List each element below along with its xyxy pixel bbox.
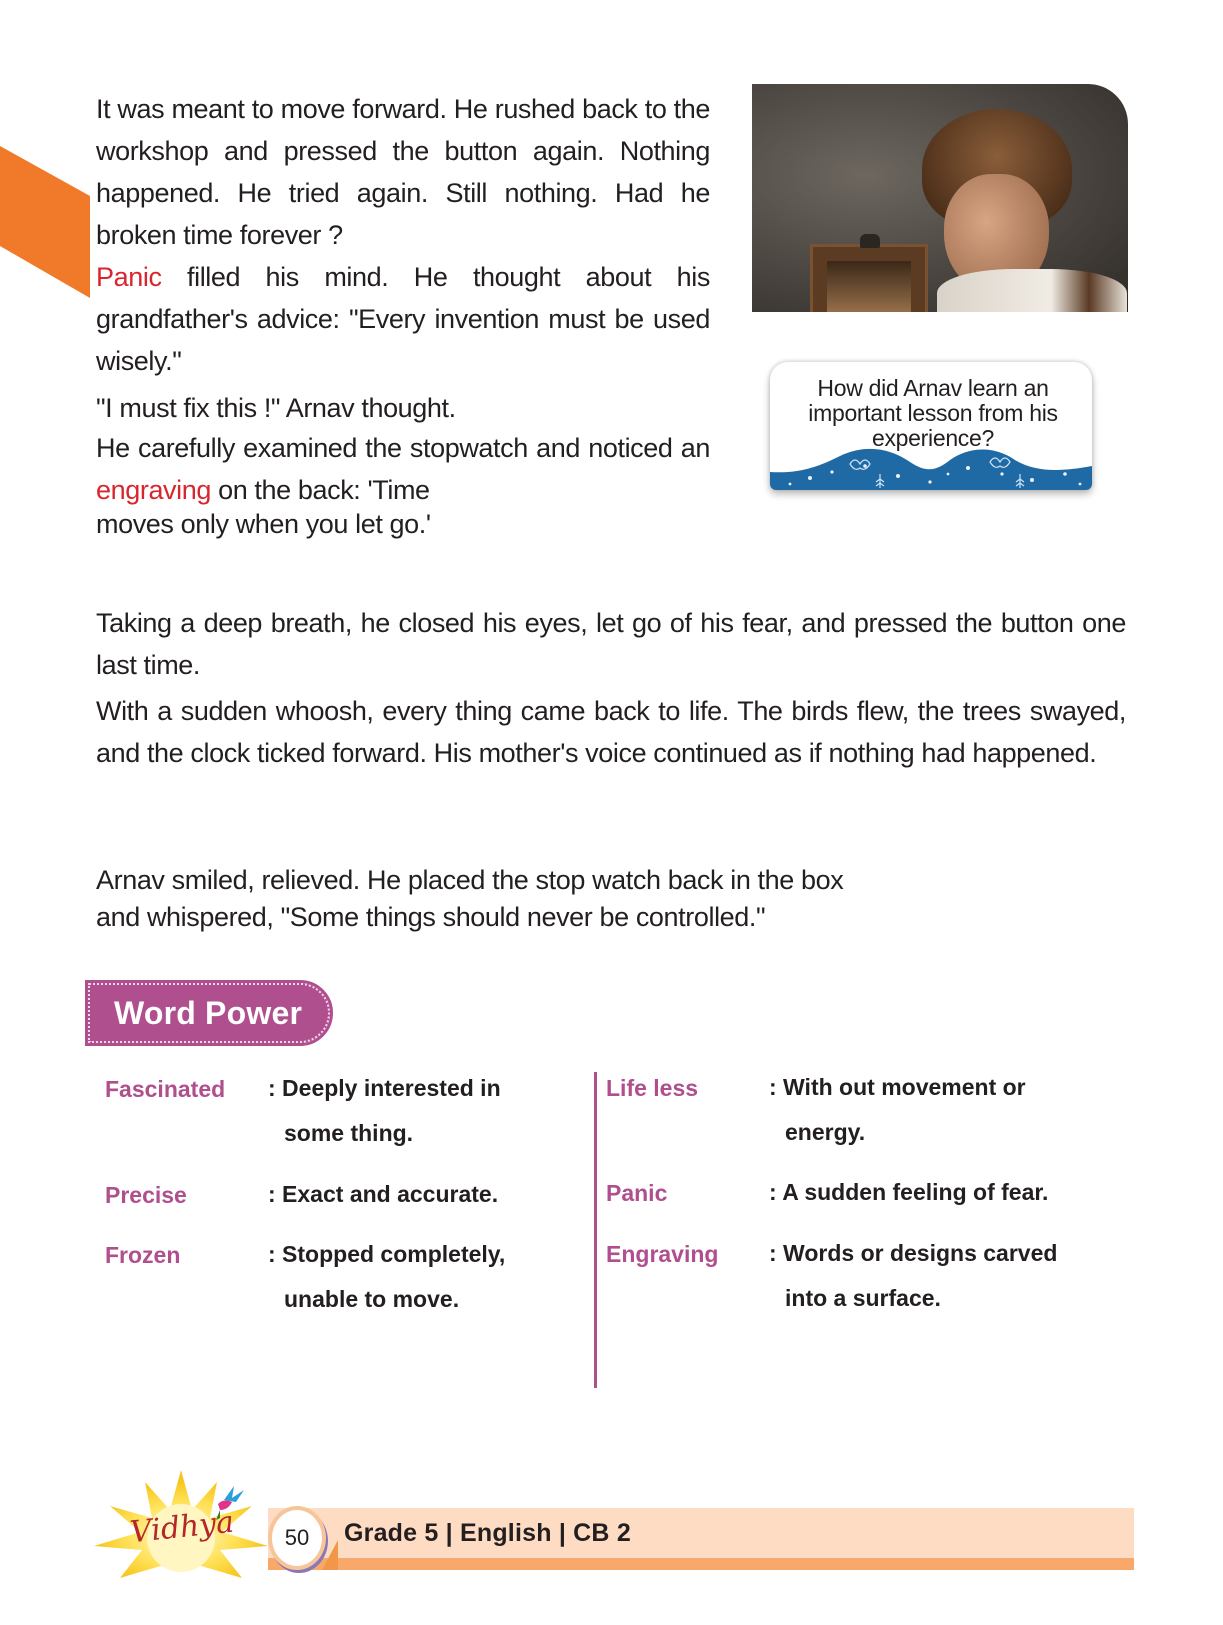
story-paragraph-6: With a sudden whoosh, every thing came back to life. The birds flew, the trees swayed, and the clock ticked forward. His mother's voice continued as if nothing had happened. bbox=[96, 696, 1126, 768]
term-panic: Panic bbox=[606, 1180, 668, 1206]
term-frozen: Frozen bbox=[105, 1242, 181, 1268]
question-card bbox=[770, 362, 1092, 498]
highlight-word-engraving: engraving bbox=[96, 475, 211, 505]
boy-shirt bbox=[937, 269, 1127, 312]
definition-panic: : A sudden feeling of fear. bbox=[769, 1179, 1049, 1205]
story-paragraph-4 bbox=[96, 427, 710, 511]
story-paragraph-3: "I must fix this !" Arnav thought. bbox=[96, 393, 456, 423]
wave-pattern-decoration bbox=[770, 444, 1092, 490]
story-paragraph-7-line1: Arnav smiled, relieved. He placed the stop watch back in the box bbox=[96, 865, 844, 895]
term-precise: Precise bbox=[105, 1182, 187, 1208]
box-clasp bbox=[860, 234, 880, 248]
footer-bar bbox=[268, 1508, 1134, 1570]
wooden-box bbox=[810, 244, 928, 312]
highlight-word-panic: Panic bbox=[96, 262, 162, 292]
story-paragraph-1: It was meant to move forward. He rushed back to the workshop and pressed the button again. Nothing happened. He tried again. Still nothing. Had he broken time forever ? bbox=[96, 94, 710, 250]
definition-engraving: : Words or designs carved into a surface. bbox=[769, 1240, 1058, 1311]
page-number: 50 bbox=[284, 1525, 310, 1550]
story-paragraph-2-text: filled his mind. He thought about his grandfather's advice: "Every invention must be used wisely." bbox=[96, 262, 710, 376]
story-paragraph-4-start: He carefully examined the stopwatch and noticed an bbox=[96, 433, 710, 463]
vidhya-logo bbox=[92, 1470, 270, 1580]
story-illustration bbox=[752, 84, 1128, 312]
footer-label: Grade 5 | English | CB 2 bbox=[344, 1519, 631, 1547]
story-paragraph-2 bbox=[96, 256, 710, 382]
definition-precise: : Exact and accurate. bbox=[268, 1181, 499, 1207]
definition-frozen: : Stopped completely, unable to move. bbox=[268, 1241, 506, 1312]
word-power-divider bbox=[594, 1072, 597, 1388]
definition-lifeless: : With out movement or energy. bbox=[769, 1074, 1026, 1145]
story-paragraph-4-line2: moves only when you let go.' bbox=[96, 509, 431, 539]
term-engraving: Engraving bbox=[606, 1241, 719, 1267]
term-lifeless: Life less bbox=[606, 1075, 699, 1101]
orange-side-tab bbox=[0, 146, 90, 298]
word-power-title: Word Power bbox=[114, 995, 303, 1031]
definition-fascinated: : Deeply interested in some thing. bbox=[268, 1075, 501, 1146]
story-paragraph-7-line2: and whispered, "Some things should never be controlled." bbox=[96, 902, 766, 932]
story-paragraph-4-end: on the back: 'Time bbox=[211, 475, 430, 505]
page-number-badge bbox=[268, 1506, 326, 1570]
question-text: How did Arnav learn an important lesson from his experience? bbox=[808, 375, 1058, 451]
word-power-banner bbox=[88, 983, 330, 1043]
logo-text: Vidhya bbox=[128, 1504, 236, 1551]
story-paragraph-5: Taking a deep breath, he closed his eyes, let go of his fear, and pressed the button one last time. bbox=[96, 608, 1126, 680]
term-fascinated: Fascinated bbox=[105, 1076, 226, 1102]
